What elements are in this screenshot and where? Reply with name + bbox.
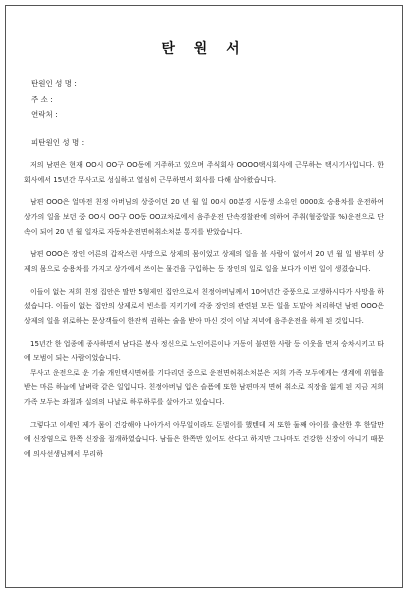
document-page: [5, 5, 403, 588]
petitioner-name-field: 탄원인 성 명 :: [31, 79, 77, 88]
petition-info-fields: [31, 76, 84, 150]
contact-field: 연락처 :: [31, 110, 58, 119]
body-paragraph: 그렇다고 이세인 제가 몸이 건강해야 나아가서 아무일이라도 돈벌이를 했텐데 저 또한 둘째 아이를 출산한 후 한달만에 신장염으로 한쪽 신장을 절개하였습니다. 남들은 한쪽만 있어도 산다고 하지만 그나마도 건강한 신장이 아니기 때문에 의사선생님께서 무리하: [24, 420, 384, 459]
address-field: 주 소 :: [31, 94, 53, 104]
body-paragraph: 남편 OOO은 장인 어른의 갑작스런 사망으로 상제의 몸이었고 상제의 일을 볼 사람이 없어서 20 년 월 일 밤부터 상제의 몸으로 승용차를 가지고 상가에서 쓰이는 물건을 구입하는 등 장인의 일로 일을 보다가 이번 일이 생겼습니다.: [24, 250, 384, 273]
body-paragraph: 15년간 한 업종에 종사하면서 남다른 봉사 정신으로 노인어른이나 거동이 불편한 사람 등 이웃을 먼저 승차시키고 타에 모범이 되는 사람이었습니다.: [24, 339, 384, 363]
body-paragraph: 남편 OOO은 얼마전 친정 아버님의 상중이던 20 년 월 일 00시 00분경 시동생 소유인 0000호 승용차를 운전하여 상가의 일을 보던 중 OO시 OO구 OO동 OO교차로에서 음주운전 단속경찰관에 의하여 주취(혈중알콜 %)운전으로 단속이 되어 20 년 월 일자로 자동차운전면허취소처분 통지를 받았습니다.: [24, 198, 384, 236]
body-paragraph: 저의 남편은 현재 OO시 OO구 OO동에 거주하고 있으며 주식회사 OOOO택시회사에 근무하는 택시기사입니다. 한회사에서 15년간 무사고로 성실하고 열심히 근무하면서 회사를 다해 살아왔습니다.: [24, 161, 384, 184]
body-paragraph: 이들이 없는 저희 친정 집안은 딸만 5형제인 집안으로서 친정아버님께서 10여년간 중풍으로 고생하시다가 사망을 하셨습니다. 이들이 없는 집안의 상제로서 빈소를 지키기에 각종 장인의 관련된 모든 일을 도맡아 처리하던 남편 OOO은 상제의 일을 위로하는 문상객들이 한잔씩 권하는 술을 받아 마신 것이 이날 저녁에 음주운전을 하게 된 것입니다.: [24, 287, 384, 325]
document-title: 탄 원 서: [161, 41, 247, 57]
document-body: [24, 158, 384, 470]
body-paragraph: 무사고 운전으로 운 기술 개인택시면허를 기다리던 중으로 운전면허취소처분은 저희 가족 모두에게는 생계에 위협을 받는 마른 하늘에 날벼락 같은 일입니다. 친정아버님 입은 슬픔에 또한 남편마저 면허 취소로 직장을 잃게 된 지금 저희 가족 모두는 좌절과 실의의 나날로 하루하루를 살아가고 있습니다.: [24, 368, 384, 407]
respondent-name-field: 피탄원인 성 명 :: [31, 137, 85, 147]
